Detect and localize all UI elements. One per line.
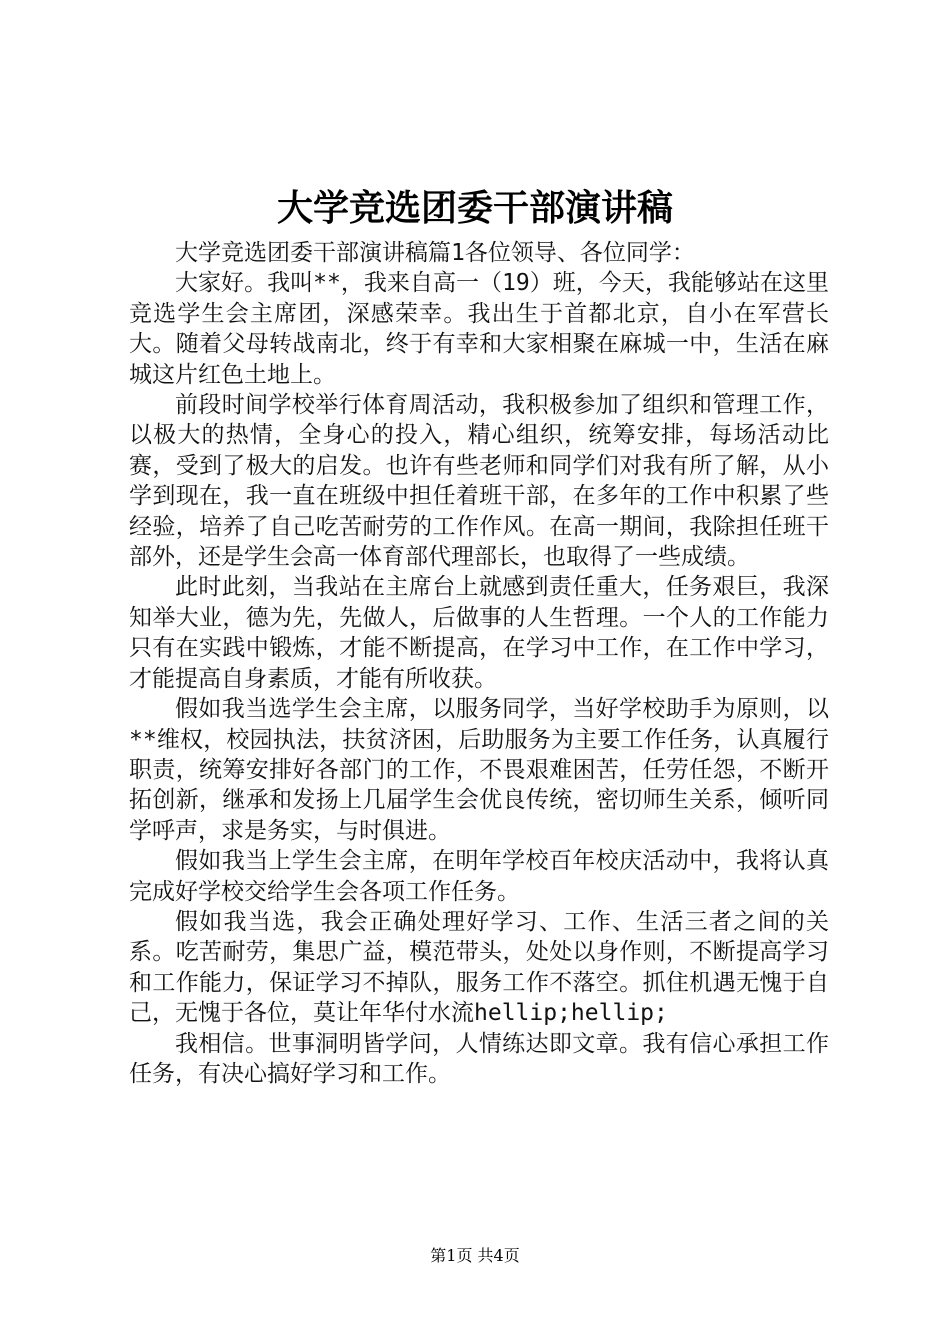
document-title: 大学竞选团委干部演讲稿 bbox=[276, 187, 673, 229]
paragraph: 假如我当选，我会正确处理好学习、工作、生活三者之间的关系。吃苦耐劳，集思广益，模范带头，处处以身作则，不断提高学习和工作能力，保证学习不掉队，服务工作不落空。抓住机遇无愧于自己，无愧于各位，莫让年华付水流hellip;hellip; bbox=[129, 908, 829, 1027]
page-number: 第1页 共4页 bbox=[430, 1246, 520, 1265]
paragraph: 此时此刻，当我站在主席台上就感到责任重大，任务艰巨，我深知举大业，德为先，先做人，后做事的人生哲理。一个人的工作能力只有在实践中锻炼，才能不断提高，在学习中工作，在工作中学习，才能提高自身素质，才能有所收获。 bbox=[129, 574, 829, 692]
paragraph: 我相信。世事洞明皆学问，人情练达即文章。我有信心承担工作任务，有决心搞好学习和工作。 bbox=[129, 1030, 829, 1087]
paragraph: 假如我当选学生会主席，以服务同学，当好学校助手为原则，以**维权，校园执法，扶贫济困，后助服务为主要工作任务，认真履行职责，统筹安排好各部门的工作，不畏艰难困苦，任劳任怨，不断开拓创新，继承和发扬上几届学生会优良传统，密切师生关系，倾听同学呼声，求是务实，与时俱进。 bbox=[129, 696, 829, 844]
paragraph: 大家好。我叫**，我来自高一（19）班，今天，我能够站在这里竞选学生会主席团，深感荣幸。我出生于首都北京，自小在军营长大。随着父母转战南北，终于有幸和大家相聚在麻城一中，生活在麻城这片红色土地上。 bbox=[129, 270, 829, 388]
document-body bbox=[129, 238, 829, 1089]
paragraph: 大学竞选团委干部演讲稿篇1各位领导、各位同学： bbox=[175, 240, 695, 266]
paragraph: 假如我当上学生会主席，在明年学校百年校庆活动中，我将认真完成好学校交给学生会各项工作任务。 bbox=[129, 848, 829, 905]
paragraph: 前段时间学校举行体育周活动，我积极参加了组织和管理工作，以极大的热情，全身心的投入，精心组织，统筹安排，每场活动比赛，受到了极大的启发。也许有些老师和同学们对我有所了解，从小学到现在，我一直在班级中担任着班干部，在多年的工作中积累了些经验，培养了自己吃苦耐劳的工作作风。在高一期间，我除担任班干部外，还是学生会高一体育部代理部长，也取得了一些成绩。 bbox=[129, 392, 829, 571]
